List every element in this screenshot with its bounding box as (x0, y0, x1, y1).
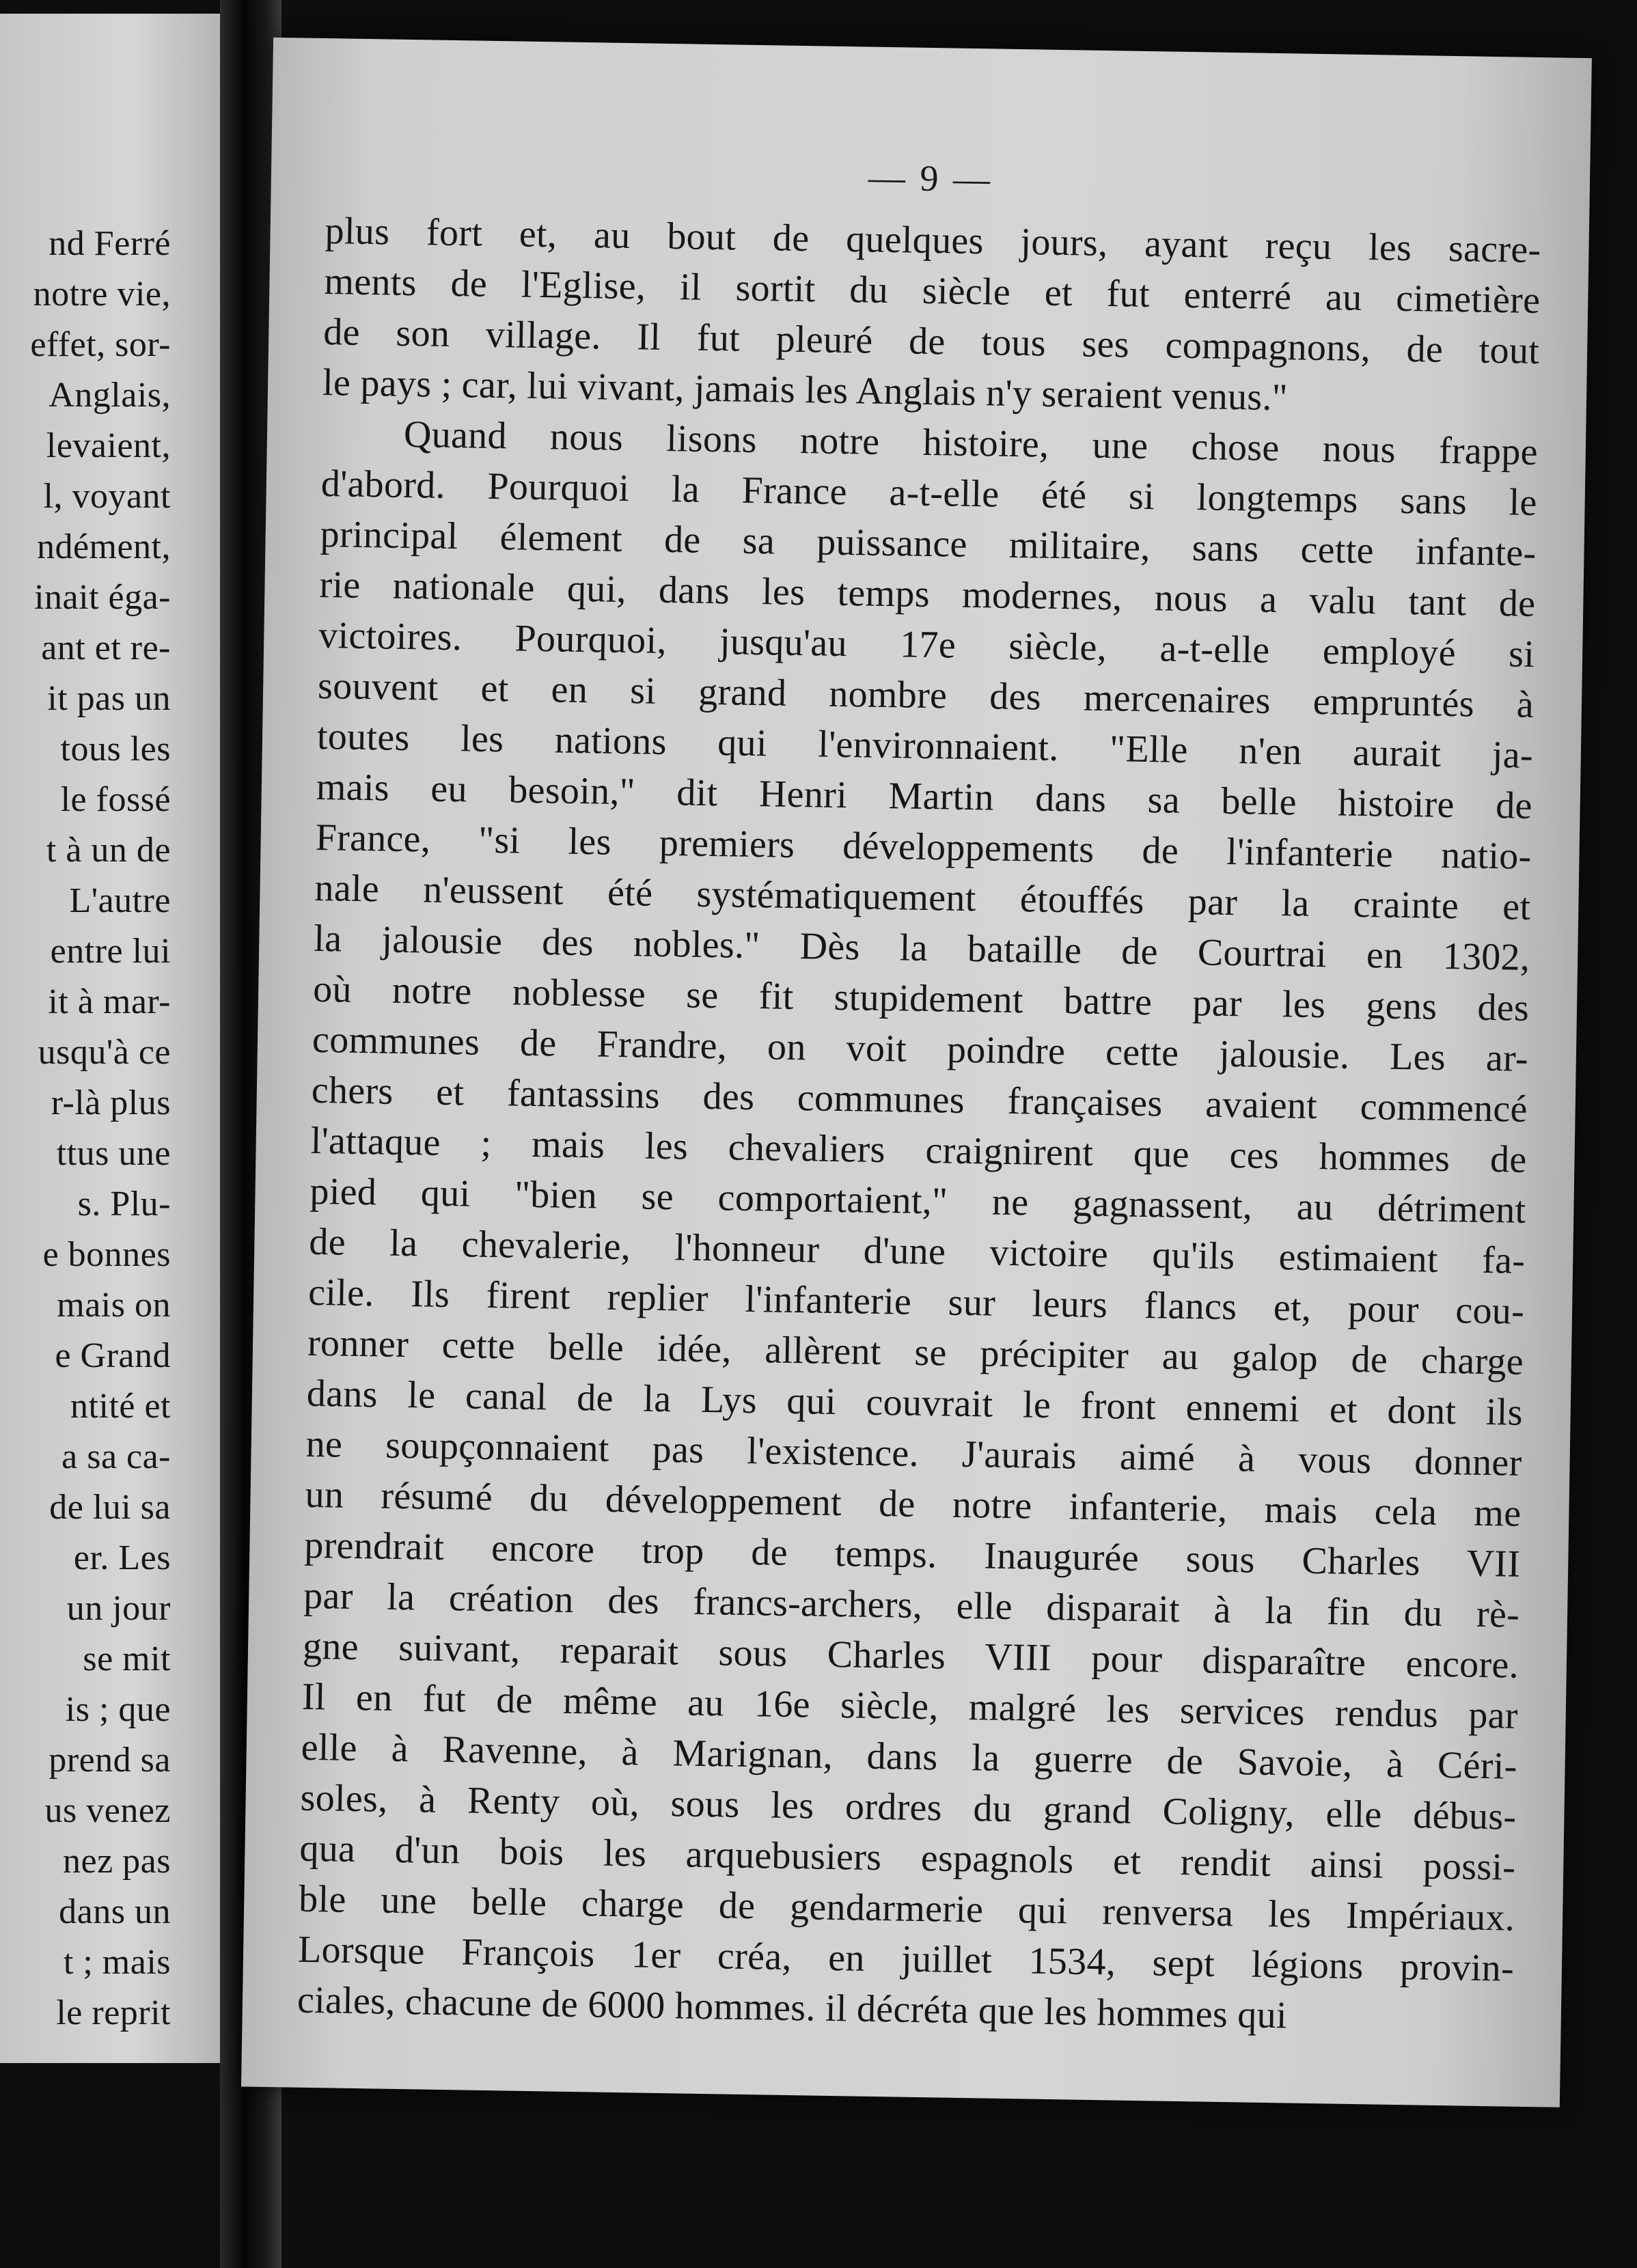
left-text-line: tous les (60, 730, 171, 769)
left-text-line: it à mar- (48, 982, 171, 1021)
left-text-line: effet, sor- (30, 325, 171, 364)
left-text-line: inait éga- (34, 578, 171, 617)
left-text-line: er. Les (73, 1538, 171, 1577)
left-text-line: un jour (66, 1589, 171, 1628)
left-text-line: ntité et (70, 1387, 171, 1426)
left-text-line: nez pas (63, 1842, 171, 1881)
text-line: chers et fantassins des communes françaises avaient commencé (311, 1068, 1528, 1131)
text-line: prendrait encore trop de temps. Inaugurée sous Charles VII (303, 1523, 1521, 1586)
left-text-line: mais on (57, 1286, 171, 1325)
text-line: cile. Ils firent replier l'infanterie sur leurs flancs et, pour cou- (307, 1271, 1525, 1333)
text-line: mais eu besoin," dit Henri Martin dans sa belle histoire de (316, 765, 1533, 827)
text-line: ronner cette belle idée, allèrent se précipiter au galop de charge (307, 1321, 1524, 1383)
text-line: par la création des francs-archers, elle disparait à la fin du rè- (303, 1574, 1520, 1636)
left-text-line: notre vie, (33, 275, 171, 314)
text-line: nale n'eussent été systématiquement étouffés par la crainte et (314, 866, 1531, 928)
left-text-line: l, voyant (43, 477, 171, 516)
text-line: toutes les nations qui l'environnaient. "Elle n'en aurait ja- (316, 715, 1534, 777)
left-text-line: r-là plus (51, 1083, 171, 1122)
text-line: d'abord. Pourquoi la France a-t-elle été si longtemps sans le (320, 462, 1538, 524)
text-line: dans le canal de la Lys qui couvrait le front ennemi et dont ils (306, 1372, 1524, 1434)
text-line: principal élement de sa puissance militaire, sans cette infante- (320, 513, 1537, 575)
left-page (0, 14, 220, 2063)
text-line: de son village. Il fut pleuré de tous ses compagnons, de tout (322, 311, 1540, 373)
text-line: l'attaque ; mais les chevaliers craignirent que ces hommes de (310, 1119, 1528, 1181)
text-line: rie nationale qui, dans les temps modernes, nous a valu tant de (319, 564, 1536, 625)
left-text-line: se mit (83, 1640, 171, 1678)
left-text-line: entre lui (50, 932, 171, 971)
left-text-line: a sa ca- (61, 1437, 171, 1476)
left-page-text (0, 219, 171, 2038)
text-line: Lorsque François 1er créa, en juillet 1534, sept légions provin- (297, 1928, 1515, 1990)
text-line: soles, à Renty où, sous les ordres du grand Coligny, elle débus- (300, 1776, 1517, 1838)
left-text-line: usqu'à ce (38, 1033, 171, 1072)
left-text-line: levaient, (46, 426, 171, 465)
text-line: un résumé du développement de notre infanterie, mais cela me (305, 1473, 1522, 1535)
page-number: — 9 — (868, 156, 993, 200)
text-line: plus fort et, au bout de quelques jours, ayant reçu les sacre- (325, 210, 1541, 272)
left-text-line: t ; mais (63, 1943, 171, 1982)
text-line: souvent et en si grand nombre des mercenaires empruntés à (317, 664, 1535, 726)
text-line: de la chevalerie, l'honneur d'une victoire qu'ils estimaient fa- (308, 1220, 1526, 1282)
text-line: la jalousie des nobles." Dès la bataille de Courtrai en 1302, (313, 917, 1530, 979)
left-text-line: s. Plu- (77, 1185, 171, 1223)
left-text-line: t à un de (46, 831, 171, 870)
text-line: qua d'un bois les arquebusiers espagnols et rendit ainsi possi- (299, 1827, 1516, 1889)
left-text-line: ant et re- (41, 628, 171, 667)
left-text-line: prend sa (49, 1741, 171, 1780)
text-line: communes de Frandre, on voit poindre cette jalousie. Les ar- (312, 1018, 1529, 1080)
text-line: elle à Ravenne, à Marignan, dans la guerre de Savoie, à Céri- (301, 1726, 1518, 1788)
text-line: ciales, chacune de 6000 hommes. il décréta que les hommes qui (297, 1978, 1288, 2037)
text-line: Il en fut de même au 16e siècle, malgré les services rendus par (301, 1675, 1519, 1737)
text-line: pied qui "bien se comportaient," ne gagnassent, au détriment (309, 1170, 1526, 1232)
left-text-line: e Grand (55, 1336, 171, 1375)
left-text-line: is ; que (65, 1690, 171, 1729)
left-text-line: le reprit (56, 1993, 171, 2032)
left-text-line: le fossé (60, 780, 171, 819)
left-text-line: ndément, (36, 527, 171, 566)
left-text-line: nd Ferré (49, 224, 171, 263)
text-line: le pays ; car, lui vivant, jamais les Anglais n'y seraient venus." (322, 361, 1289, 419)
right-page (241, 38, 1592, 2107)
text-line: où notre noblesse se fit stupidement battre par les gens des (312, 967, 1530, 1029)
left-text-line: de lui sa (49, 1488, 171, 1527)
left-text-line: ttus une (56, 1134, 171, 1173)
text-line: France, "si les premiers développements de l'infanterie natio- (315, 816, 1532, 878)
text-line: gne suivant, reparait sous Charles VIII pour disparaître encore. (302, 1624, 1519, 1687)
left-text-line: Anglais, (49, 376, 171, 415)
text-line: victoires. Pourquoi, jusqu'au 17e siècle, a-t-elle employé si (318, 613, 1535, 676)
left-text-line: us venez (44, 1791, 171, 1830)
text-line: ble une belle charge de gendarmerie qui renversa les Impériaux. (298, 1877, 1515, 1939)
left-text-line: L'autre (69, 881, 171, 920)
text-line: Quand nous lisons notre histoire, une chose nous frappe (403, 413, 1539, 473)
text-line: ne soupçonnaient pas l'existence. J'aurais aimé à vous donner (305, 1422, 1523, 1484)
text-line: ments de l'Eglise, il sortit du siècle et fut enterré au cimetière (324, 260, 1541, 322)
body-text (297, 206, 1541, 2045)
left-text-line: dans un (59, 1892, 171, 1931)
left-text-line: e bonnes (42, 1235, 171, 1274)
left-text-line: it pas un (47, 679, 171, 718)
